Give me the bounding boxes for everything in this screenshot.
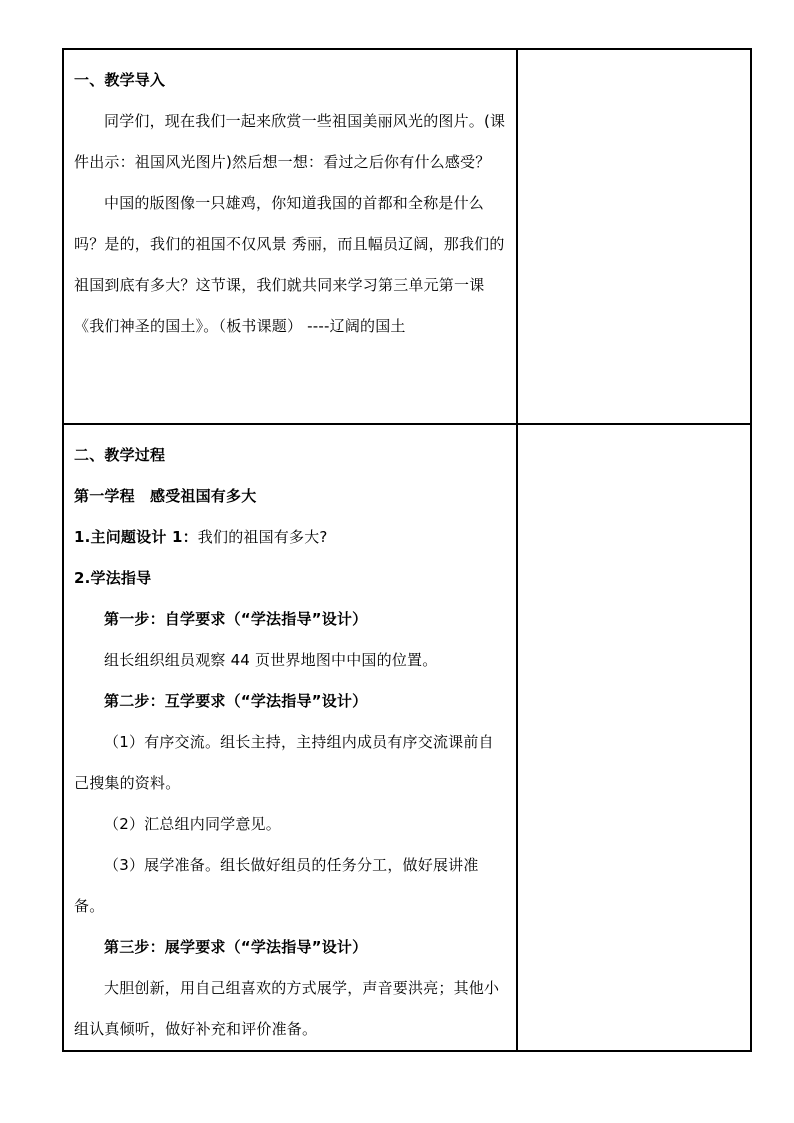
step-text: 大胆创新，用自己组喜欢的方式展学，声音要洪亮；其他小组认真倾听，做好补充和评价准备。 xyxy=(74,979,500,1038)
step-title: 第一步：自学要求（“学法指导”设计） xyxy=(104,610,368,628)
paragraph: 中国的版图像一只雄鸡，你知道我国的首都和全称是什么吗？是的，我们的祖国不仅风景 秀丽，而且幅员辽阔，那我们的祖国到底有多大？这节课，我们就共同来学习第三单元第一课《我们神圣的国土》。（板书课题） ----辽阔的国土 xyxy=(74,194,505,335)
question-label: 1.主问题设计 1： xyxy=(74,528,198,546)
main-content-cell xyxy=(63,49,517,424)
table-row xyxy=(63,49,751,424)
step-title: 第三步：展学要求（“学法指导”设计） xyxy=(104,938,368,956)
lesson-plan-table xyxy=(62,48,752,1052)
notes-cell xyxy=(517,49,751,424)
table-row xyxy=(63,424,751,1051)
step-item: （3）展学准备。组长做好组员的任务分工，做好展讲准备。 xyxy=(74,856,479,915)
section-heading: 一、教学导入 xyxy=(74,71,166,89)
notes-cell xyxy=(517,424,751,1051)
question-item xyxy=(74,517,506,558)
step-item: （2）汇总组内同学意见。 xyxy=(104,815,281,833)
paragraph: 同学们，现在我们一起来欣赏一些祖国美丽风光的图片。(课件出示：祖国风光图片)然后想一想：看过之后你有什么感受？ xyxy=(74,112,506,171)
section-heading: 二、教学过程 xyxy=(74,446,166,464)
question-text: 我们的祖国有多大? xyxy=(197,528,328,546)
step-title: 第二步：互学要求（“学法指导”设计） xyxy=(104,692,368,710)
step-text: 组长组织组员观察 44 页世界地图中中国的位置。 xyxy=(104,651,438,669)
main-content-cell xyxy=(63,424,517,1051)
subheading: 第一学程 感受祖国有多大 xyxy=(74,487,257,505)
method-heading: 2.学法指导 xyxy=(74,569,152,587)
step-item: （1）有序交流。组长主持，主持组内成员有序交流课前自己搜集的资料。 xyxy=(74,733,494,792)
